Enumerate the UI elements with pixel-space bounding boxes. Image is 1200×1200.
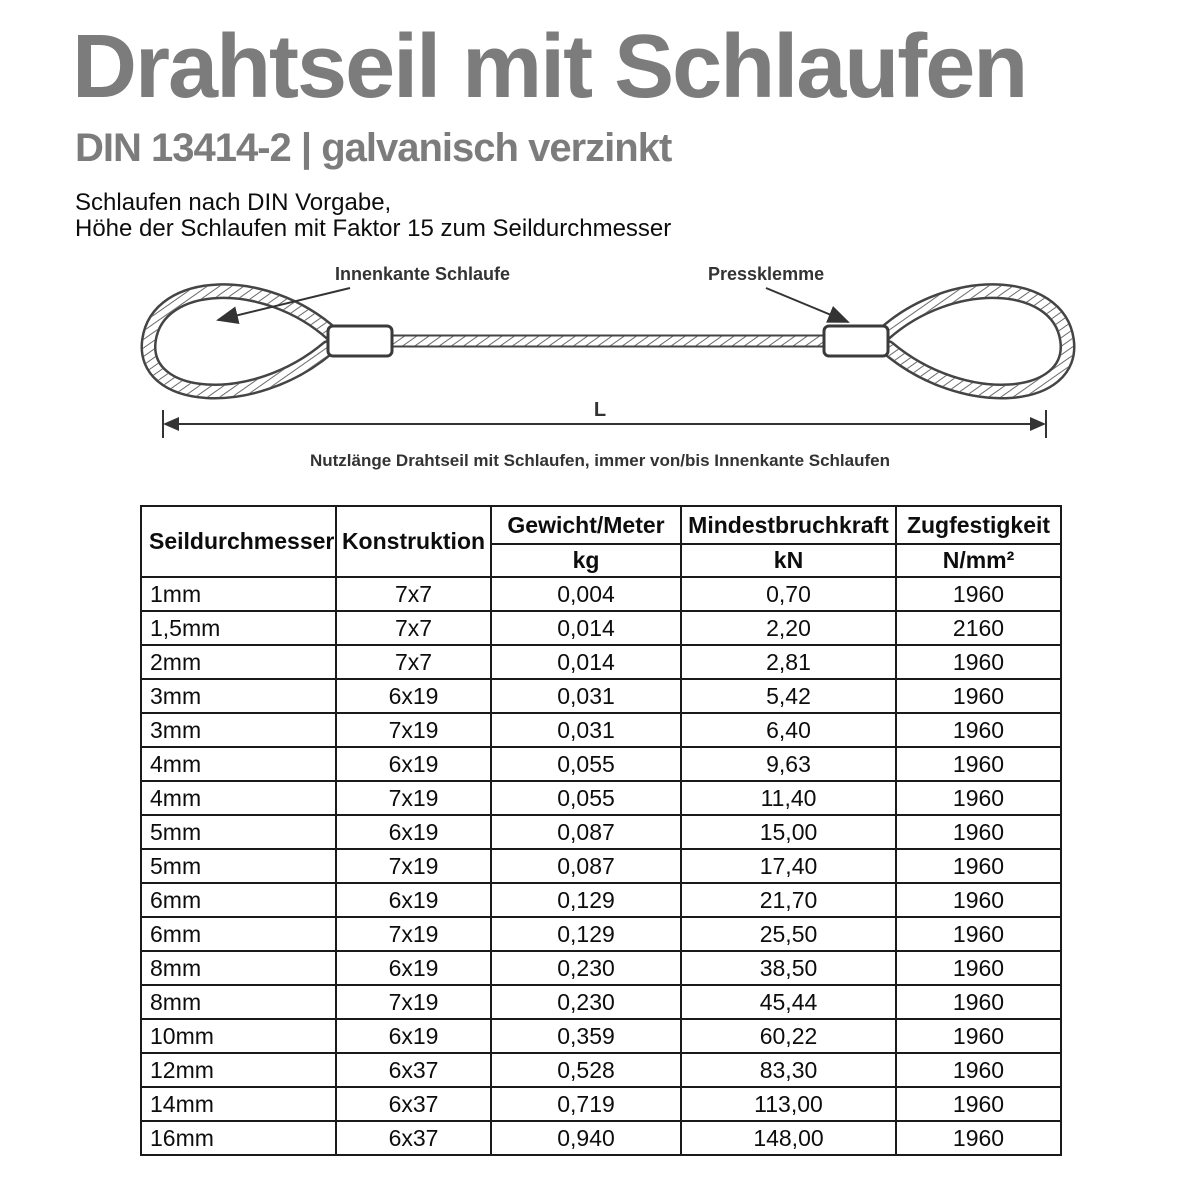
- table-cell: 6x19: [336, 747, 491, 781]
- table-cell: 15,00: [681, 815, 896, 849]
- table-cell: 21,70: [681, 883, 896, 917]
- table-cell: 2mm: [141, 645, 336, 679]
- table-cell: 0,055: [491, 747, 681, 781]
- table-cell: 14mm: [141, 1087, 336, 1121]
- table-row: [141, 1019, 1061, 1053]
- table-cell: 1960: [896, 577, 1061, 611]
- press-clamp-arrow: [766, 288, 848, 322]
- table-cell: 60,22: [681, 1019, 896, 1053]
- table-cell: 0,230: [491, 985, 681, 1019]
- table-cell: 2,81: [681, 645, 896, 679]
- table-cell: 6x37: [336, 1121, 491, 1155]
- spec-table-head: [141, 506, 1061, 577]
- table-cell: 5,42: [681, 679, 896, 713]
- column-header: Konstruktion: [336, 506, 491, 577]
- table-cell: 0,014: [491, 611, 681, 645]
- page-title: Drahtseil mit Schlaufen: [72, 17, 1027, 117]
- table-cell: 3mm: [141, 713, 336, 747]
- wire-rope-diagram: [60, 252, 1140, 487]
- table-cell: 6x19: [336, 1019, 491, 1053]
- table-cell: 1960: [896, 1053, 1061, 1087]
- note-line-2: Höhe der Schlaufen mit Faktor 15 zum Seildurchmesser: [75, 215, 672, 242]
- table-cell: 9,63: [681, 747, 896, 781]
- table-cell: 38,50: [681, 951, 896, 985]
- table-cell: 7x7: [336, 645, 491, 679]
- table-cell: 148,00: [681, 1121, 896, 1155]
- table-cell: 0,055: [491, 781, 681, 815]
- table-cell: 1960: [896, 985, 1061, 1019]
- table-cell: 4mm: [141, 747, 336, 781]
- press-clamp-left: [328, 326, 392, 356]
- column-header: Gewicht/Meter: [491, 506, 681, 544]
- table-row: [141, 1087, 1061, 1121]
- table-cell: 0,359: [491, 1019, 681, 1053]
- table-cell: 6mm: [141, 917, 336, 951]
- table-cell: 16mm: [141, 1121, 336, 1155]
- table-cell: 7x19: [336, 781, 491, 815]
- table-cell: 7x7: [336, 611, 491, 645]
- table-cell: 6x19: [336, 679, 491, 713]
- note-line-1: Schlaufen nach DIN Vorgabe,: [75, 189, 392, 216]
- table-cell: 8mm: [141, 985, 336, 1019]
- column-unit: N/mm²: [896, 544, 1061, 577]
- table-cell: 7x7: [336, 577, 491, 611]
- table-cell: 1960: [896, 849, 1061, 883]
- inner-edge-label: Innenkante Schlaufe: [335, 264, 511, 284]
- spec-table: [140, 505, 1062, 1156]
- table-cell: 6x19: [336, 815, 491, 849]
- table-cell: 0,004: [491, 577, 681, 611]
- table-row: [141, 577, 1061, 611]
- column-header: Seildurchmesser: [141, 506, 336, 577]
- table-cell: 0,70: [681, 577, 896, 611]
- table-row: [141, 985, 1061, 1019]
- page-subtitle: DIN 13414-2 | galvanisch verzinkt: [75, 126, 672, 170]
- table-cell: 1960: [896, 883, 1061, 917]
- table-cell: 0,129: [491, 917, 681, 951]
- table-row: [141, 951, 1061, 985]
- table-cell: 6,40: [681, 713, 896, 747]
- table-cell: 6x19: [336, 883, 491, 917]
- press-clamp-label: Pressklemme: [708, 264, 825, 284]
- table-row: [141, 1053, 1061, 1087]
- table-row: [141, 1121, 1061, 1155]
- table-cell: 7x19: [336, 985, 491, 1019]
- table-cell: 6x37: [336, 1087, 491, 1121]
- table-cell: 83,30: [681, 1053, 896, 1087]
- column-unit: kN: [681, 544, 896, 577]
- table-cell: 0,528: [491, 1053, 681, 1087]
- table-cell: 0,940: [491, 1121, 681, 1155]
- table-row: [141, 645, 1061, 679]
- spec-table-body: [141, 577, 1061, 1155]
- table-cell: 7x19: [336, 713, 491, 747]
- table-cell: 1960: [896, 1121, 1061, 1155]
- table-cell: 1960: [896, 917, 1061, 951]
- table-cell: 7x19: [336, 849, 491, 883]
- press-clamp-right: [824, 326, 888, 356]
- table-row: [141, 781, 1061, 815]
- table-cell: 6mm: [141, 883, 336, 917]
- table-cell: 5mm: [141, 849, 336, 883]
- table-cell: 1960: [896, 951, 1061, 985]
- table-cell: 1960: [896, 645, 1061, 679]
- table-cell: 1,5mm: [141, 611, 336, 645]
- table-cell: 0,230: [491, 951, 681, 985]
- table-cell: 45,44: [681, 985, 896, 1019]
- table-cell: 0,719: [491, 1087, 681, 1121]
- table-cell: 11,40: [681, 781, 896, 815]
- table-cell: 7x19: [336, 917, 491, 951]
- table-cell: 0,087: [491, 815, 681, 849]
- table-cell: 1960: [896, 781, 1061, 815]
- table-cell: 5mm: [141, 815, 336, 849]
- table-row: [141, 679, 1061, 713]
- table-cell: 1960: [896, 1087, 1061, 1121]
- table-cell: 0,014: [491, 645, 681, 679]
- table-cell: 6x37: [336, 1053, 491, 1087]
- table-cell: 1960: [896, 713, 1061, 747]
- column-unit: kg: [491, 544, 681, 577]
- right-loop: [884, 291, 1068, 391]
- column-header: Zugfestigkeit: [896, 506, 1061, 544]
- table-cell: 17,40: [681, 849, 896, 883]
- table-cell: 3mm: [141, 679, 336, 713]
- table-row: [141, 611, 1061, 645]
- table-cell: 1960: [896, 747, 1061, 781]
- table-cell: 12mm: [141, 1053, 336, 1087]
- left-loop: [148, 291, 332, 391]
- table-row: [141, 747, 1061, 781]
- table-cell: 1mm: [141, 577, 336, 611]
- table-row: [141, 883, 1061, 917]
- table-row: [141, 849, 1061, 883]
- table-cell: 10mm: [141, 1019, 336, 1053]
- table-cell: 2160: [896, 611, 1061, 645]
- table-cell: 113,00: [681, 1087, 896, 1121]
- table-row: [141, 917, 1061, 951]
- table-cell: 8mm: [141, 951, 336, 985]
- diagram-caption: Nutzlänge Drahtseil mit Schlaufen, immer von/bis Innenkante Schlaufen: [309, 451, 891, 470]
- table-row: [141, 815, 1061, 849]
- table-cell: 0,031: [491, 713, 681, 747]
- table-cell: 6x19: [336, 951, 491, 985]
- table-cell: 2,20: [681, 611, 896, 645]
- table-cell: 1960: [896, 1019, 1061, 1053]
- table-cell: 0,087: [491, 849, 681, 883]
- table-cell: 1960: [896, 815, 1061, 849]
- table-cell: 4mm: [141, 781, 336, 815]
- table-cell: 0,031: [491, 679, 681, 713]
- column-header: Mindestbruchkraft: [681, 506, 896, 544]
- table-cell: 25,50: [681, 917, 896, 951]
- table-cell: 1960: [896, 679, 1061, 713]
- table-row: [141, 713, 1061, 747]
- dimension-label: L: [593, 399, 607, 421]
- table-cell: 0,129: [491, 883, 681, 917]
